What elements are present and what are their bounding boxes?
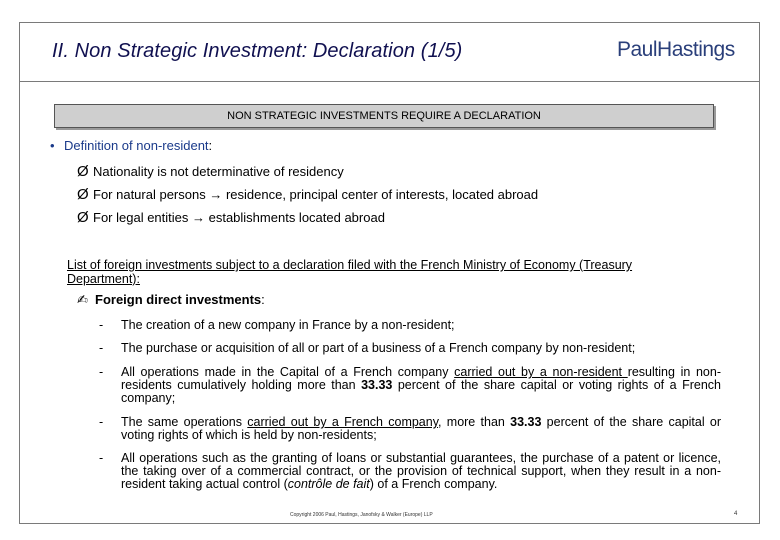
operation-text xyxy=(121,366,721,405)
operation-item-3 xyxy=(99,366,721,405)
operation-percent: 33.33 xyxy=(510,415,542,429)
operation-text-italic: contrôle de fait xyxy=(287,477,370,491)
fdi-colon: : xyxy=(261,292,265,307)
paul-hastings-logo xyxy=(617,38,735,62)
dash-icon: - xyxy=(99,318,104,332)
operation-text-underlined: carried out by a non-resident xyxy=(454,365,628,379)
arrow-bullet-icon: Ø xyxy=(77,186,89,203)
copyright-footer: Copyright 2006 Paul, Hastings, Janofsky & Walker (Europe) LLP xyxy=(290,512,433,518)
operation-item-5 xyxy=(99,452,721,491)
fdi-label: Foreign direct investments xyxy=(95,292,262,307)
operation-item-1 xyxy=(99,319,721,332)
pen-icon: ✍ xyxy=(77,292,88,307)
logo-part-hastings: Hastings xyxy=(657,38,735,61)
operation-text-part: ) of a French company. xyxy=(369,477,498,491)
operation-text-part: All operations made in the Capital of a French company xyxy=(121,365,455,379)
dash-icon: - xyxy=(99,415,104,429)
sub-item-text: Nationality is not determinative of residency xyxy=(93,164,344,179)
sub-item-text: For natural persons → residence, principal center of interests, located abroad xyxy=(93,187,539,202)
fdi-heading xyxy=(77,292,265,308)
operation-text: The purchase or acquisition of all or part of a business of a French company by non-resident; xyxy=(121,341,636,355)
operation-item-2 xyxy=(99,342,721,355)
sub-item-text: For legal entities → establishments located abroad xyxy=(93,210,385,225)
operation-text: The creation of a new company in France by a non-resident; xyxy=(121,318,455,332)
definition-colon: : xyxy=(208,138,213,153)
declaration-banner: NON STRATEGIC INVESTMENTS REQUIRE A DECLARATION xyxy=(54,104,714,128)
dash-icon: - xyxy=(99,451,104,465)
operation-text-part: resulting in non-residents cumulatively holding more than xyxy=(121,365,722,392)
operation-text xyxy=(121,452,721,491)
operation-text-part: The same operations xyxy=(121,415,248,429)
operation-text-part: , more than xyxy=(438,415,511,429)
sub-item-legal-entities xyxy=(77,209,385,226)
arrow-bullet-icon: Ø xyxy=(77,209,89,226)
sub-item-nationality xyxy=(77,163,344,180)
operation-percent: 33.33 xyxy=(361,378,393,392)
page-number: 4 xyxy=(734,511,738,517)
operation-text xyxy=(121,416,721,442)
operation-text-part: All operations such as the granting of loans or substantial guarantees, the purchase of a patent or licence, the taking over of a commercial contract, or the provision of technical support, when they result in a non-resident taking actual control ( xyxy=(121,451,721,491)
dash-icon: - xyxy=(99,341,104,355)
operation-item-4 xyxy=(99,416,721,442)
sub-item-natural-persons xyxy=(77,186,538,203)
slide-title: II. Non Strategic Investment: Declaration (1/5) xyxy=(52,40,463,62)
investment-list-heading: List of foreign investments subject to a declaration filed with the French Ministry of Economy (Treasury Department): xyxy=(67,258,633,286)
bullet-icon: • xyxy=(50,138,55,153)
arrow-bullet-icon: Ø xyxy=(77,163,89,180)
definition-label: Definition of non-resident xyxy=(64,138,209,153)
definition-bullet xyxy=(50,138,212,153)
operation-text-part: percent of the share capital or voting rights of a French company; xyxy=(121,378,721,405)
operation-text-underlined: carried out by a French company xyxy=(247,415,439,429)
dash-icon: - xyxy=(99,365,104,379)
logo-part-paul: Paul xyxy=(617,38,658,61)
operation-text-part: percent of the share capital or voting rights of which is held by non-residents; xyxy=(121,415,721,442)
